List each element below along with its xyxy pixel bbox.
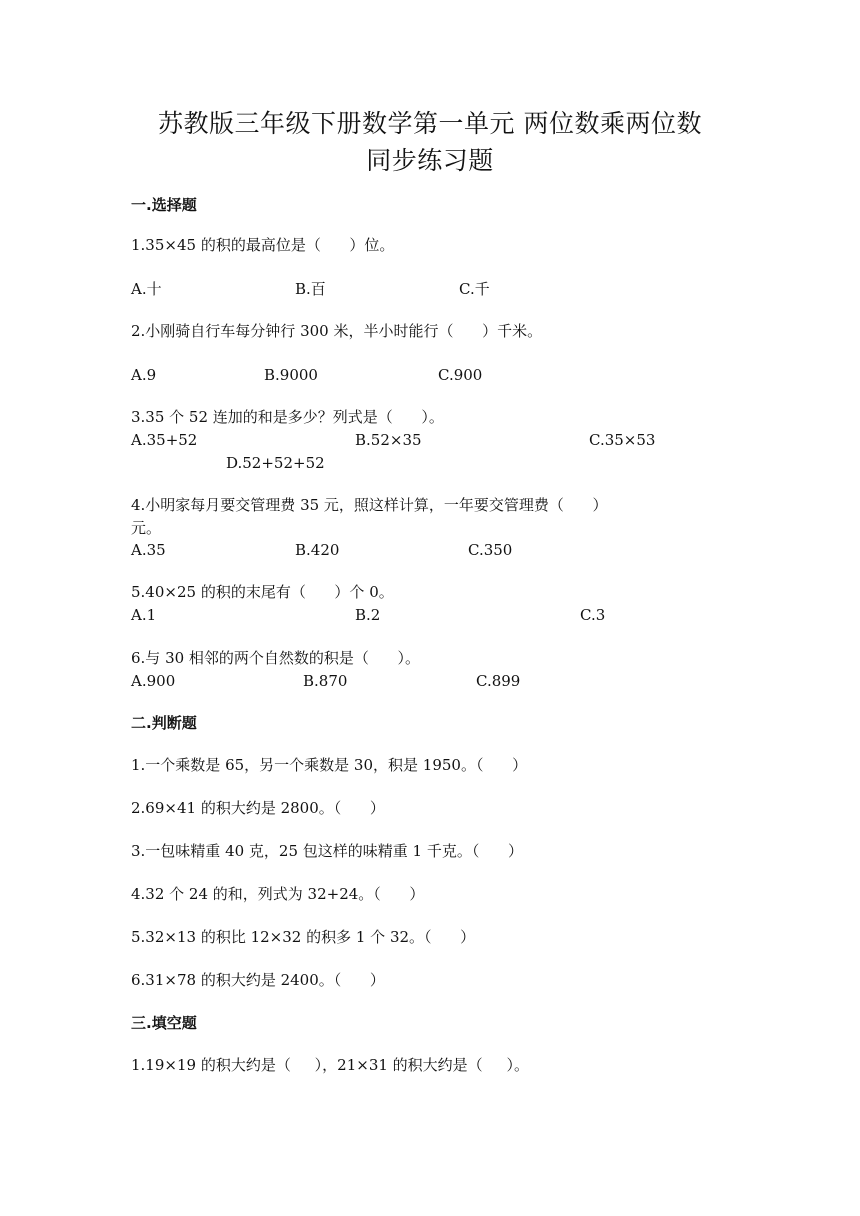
- choice-question-4-continuation: 元。: [131, 519, 162, 537]
- choice-4-option-b: B.420: [295, 541, 340, 559]
- choice-question-6: 6.与 30 相邻的两个自然数的积是（ ）。: [131, 649, 421, 667]
- choice-3-option-c: C.35×53: [589, 431, 656, 449]
- worksheet-title-line1: 苏教版三年级下册数学第一单元 两位数乘两位数: [158, 109, 702, 138]
- choice-2-option-a: A.9: [131, 366, 157, 384]
- choice-question-1: 1.35×45 的积的最高位是（ ）位。: [131, 236, 395, 254]
- choice-6-option-b: B.870: [303, 672, 348, 690]
- judge-question-3: 3.一包味精重 40 克，25 包这样的味精重 1 千克。（ ）: [131, 842, 523, 860]
- section-heading-judge: 二.判断题: [131, 714, 197, 732]
- choice-4-option-a: A.35: [131, 541, 166, 559]
- judge-question-6: 6.31×78 的积大约是 2400。（ ）: [131, 971, 385, 989]
- choice-question-4: 4.小明家每月要交管理费 35 元，照这样计算，一年要交管理费（ ）: [131, 496, 608, 514]
- choice-3-option-a: A.35+52: [131, 431, 198, 449]
- choice-2-option-c: C.900: [438, 366, 483, 384]
- choice-6-option-a: A.900: [131, 672, 176, 690]
- choice-5-option-b: B.2: [355, 606, 381, 624]
- choice-5-option-a: A.1: [131, 606, 157, 624]
- choice-3-option-d: D.52+52+52: [226, 454, 325, 472]
- judge-question-5: 5.32×13 的积比 12×32 的积多 1 个 32。（ ）: [131, 928, 476, 946]
- choice-question-5: 5.40×25 的积的末尾有（ ）个 0。: [131, 583, 394, 601]
- judge-question-2: 2.69×41 的积大约是 2800。（ ）: [131, 799, 385, 817]
- choice-1-option-a: A.十: [131, 280, 162, 298]
- choice-question-2: 2.小刚骑自行车每分钟行 300 米，半小时能行（ ）千米。: [131, 322, 543, 340]
- choice-6-option-c: C.899: [476, 672, 521, 690]
- choice-2-option-b: B.9000: [264, 366, 318, 384]
- choice-question-3: 3.35 个 52 连加的和是多少？列式是（ ）。: [131, 408, 444, 426]
- choice-4-option-c: C.350: [468, 541, 513, 559]
- choice-1-option-b: B.百: [295, 280, 326, 298]
- worksheet-title-line2: 同步练习题: [366, 146, 494, 175]
- section-heading-choice: 一.选择题: [131, 196, 197, 214]
- choice-1-option-c: C.千: [459, 280, 490, 298]
- choice-3-option-b: B.52×35: [355, 431, 422, 449]
- choice-5-option-c: C.3: [580, 606, 606, 624]
- judge-question-4: 4.32 个 24 的和，列式为 32+24。（ ）: [131, 885, 425, 903]
- section-heading-fill: 三.填空题: [131, 1014, 197, 1032]
- fill-question-1: 1.19×19 的积大约是（ ），21×31 的积大约是（ ）。: [131, 1056, 530, 1074]
- judge-question-1: 1.一个乘数是 65，另一个乘数是 30，积是 1950。（ ）: [131, 756, 528, 774]
